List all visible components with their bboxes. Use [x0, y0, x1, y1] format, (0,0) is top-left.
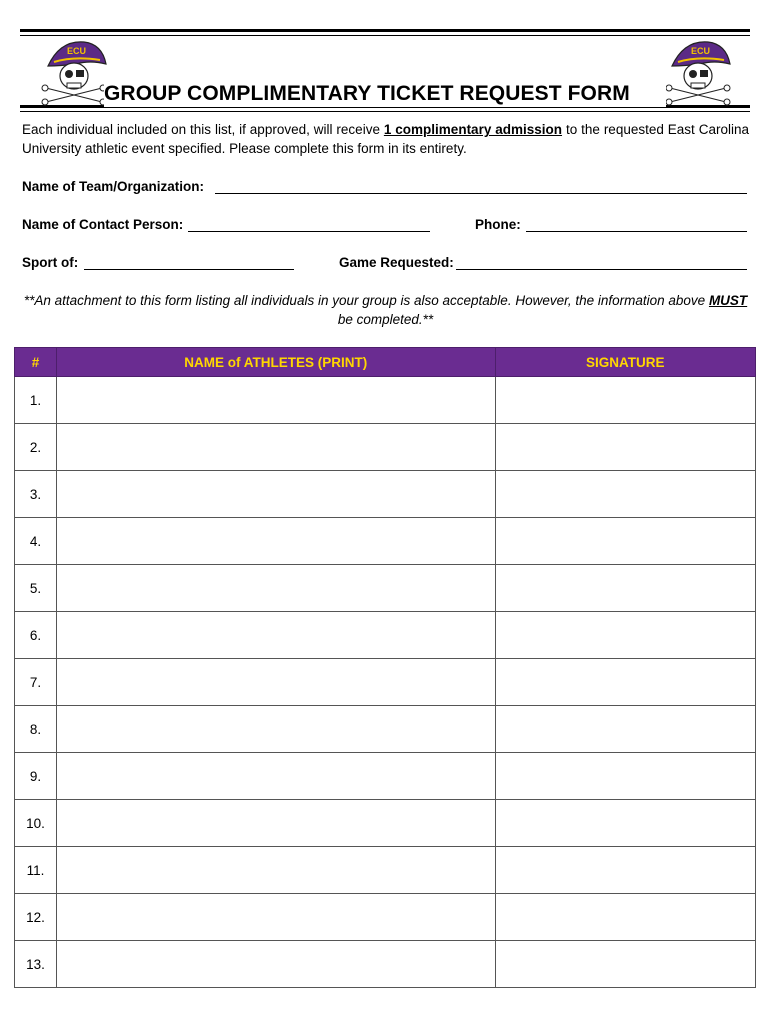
signature-cell[interactable] — [495, 377, 755, 424]
sport-field[interactable] — [84, 254, 294, 270]
row-number: 1. — [15, 377, 57, 424]
table-row — [15, 518, 756, 565]
athlete-name-cell[interactable] — [56, 894, 495, 941]
intro-paragraph — [22, 120, 749, 158]
signature-cell[interactable] — [495, 659, 755, 706]
athlete-name-cell[interactable] — [56, 941, 495, 988]
signature-cell[interactable] — [495, 565, 755, 612]
signature-cell[interactable] — [495, 424, 755, 471]
table-row — [15, 941, 756, 988]
table-row — [15, 565, 756, 612]
row-number: 7. — [15, 659, 57, 706]
ecu-pirate-logo-right — [664, 36, 734, 106]
contact-field[interactable] — [188, 216, 430, 232]
table-header-row — [15, 348, 756, 377]
logo-text: ECU — [67, 46, 87, 56]
row-number: 4. — [15, 518, 57, 565]
table-row — [15, 612, 756, 659]
note-must: MUST — [708, 293, 748, 308]
note-text-after: be completed.** — [337, 312, 434, 327]
header-athlete-name: NAME of ATHLETES (PRINT) — [56, 348, 495, 377]
athlete-name-cell[interactable] — [56, 659, 495, 706]
form-title: GROUP COMPLIMENTARY TICKET REQUEST FORM — [104, 81, 666, 107]
athlete-table — [14, 347, 756, 988]
contact-label: Name of Contact Person: — [22, 217, 184, 232]
athlete-name-cell[interactable] — [56, 706, 495, 753]
phone-field[interactable] — [526, 216, 747, 232]
sport-label: Sport of: — [22, 255, 79, 270]
athlete-name-cell[interactable] — [56, 518, 495, 565]
row-number: 12. — [15, 894, 57, 941]
phone-label: Phone: — [475, 217, 521, 232]
row-number: 6. — [15, 612, 57, 659]
row-number: 13. — [15, 941, 57, 988]
signature-cell[interactable] — [495, 941, 755, 988]
logo-text: ECU — [691, 46, 711, 56]
signature-cell[interactable] — [495, 612, 755, 659]
row-number: 5. — [15, 565, 57, 612]
intro-emphasis: 1 complimentary admission — [383, 122, 563, 137]
table-row — [15, 424, 756, 471]
table-row — [15, 471, 756, 518]
table-row — [15, 847, 756, 894]
signature-cell[interactable] — [495, 471, 755, 518]
table-row — [15, 377, 756, 424]
row-number: 2. — [15, 424, 57, 471]
row-number: 9. — [15, 753, 57, 800]
row-number: 8. — [15, 706, 57, 753]
signature-cell[interactable] — [495, 706, 755, 753]
signature-cell[interactable] — [495, 518, 755, 565]
row-number: 11. — [15, 847, 57, 894]
note-text-before: **An attachment to this form listing all individuals in your group is also acceptable. However, the information above — [23, 293, 709, 308]
athlete-name-cell[interactable] — [56, 800, 495, 847]
signature-cell[interactable] — [495, 847, 755, 894]
athlete-name-cell[interactable] — [56, 847, 495, 894]
team-field[interactable] — [215, 178, 747, 194]
top-rule — [20, 29, 750, 32]
ecu-pirate-logo-left — [40, 36, 110, 106]
table-row — [15, 659, 756, 706]
header-signature: SIGNATURE — [495, 348, 755, 377]
intro-text-after: to the requested East Carolina University athletic event specified. Please complete this form in its entirety. — [22, 122, 749, 156]
row-number: 10. — [15, 800, 57, 847]
team-label: Name of Team/Organization: — [22, 179, 205, 194]
signature-cell[interactable] — [495, 894, 755, 941]
table-row — [15, 894, 756, 941]
table-row — [15, 800, 756, 847]
attachment-note — [22, 291, 749, 329]
signature-cell[interactable] — [495, 753, 755, 800]
athlete-name-cell[interactable] — [56, 424, 495, 471]
table-row — [15, 706, 756, 753]
athlete-name-cell[interactable] — [56, 471, 495, 518]
top-rule-thin — [20, 35, 750, 36]
row-number: 3. — [15, 471, 57, 518]
athlete-name-cell[interactable] — [56, 377, 495, 424]
athlete-name-cell[interactable] — [56, 612, 495, 659]
intro-text-before: Each individual included on this list, if approved, will receive — [22, 122, 384, 137]
game-field[interactable] — [456, 254, 747, 270]
bottom-rule-thin — [20, 111, 750, 112]
athlete-name-cell[interactable] — [56, 753, 495, 800]
header-number: # — [15, 348, 57, 377]
table-row — [15, 753, 756, 800]
game-label: Game Requested: — [339, 255, 454, 270]
athlete-name-cell[interactable] — [56, 565, 495, 612]
signature-cell[interactable] — [495, 800, 755, 847]
